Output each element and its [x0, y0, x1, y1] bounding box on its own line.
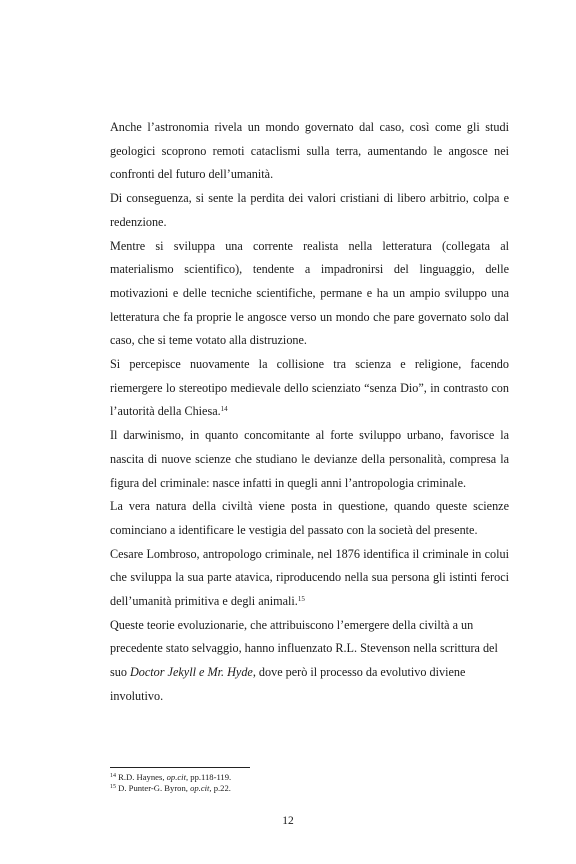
- footnote-number: 14: [110, 773, 116, 779]
- footnote-pages: , p.22.: [209, 783, 231, 793]
- paragraph-darwinismo: Il darwinismo, in quanto concomitante al forte sviluppo urbano, favorisce la nascita di nuove scienze che studiano le devianze della personalità, compresa la figura del criminale: nasce infatti in quegli anni l’antropologia criminale.: [110, 428, 509, 490]
- paragraph-civilta: La vera natura della civiltà viene posta in questione, quando queste scienze cominciano a identificare le vestigia del passato con la società del presente.: [110, 499, 509, 537]
- book-title: Doctor Jekyll e Mr. Hyde: [129, 665, 253, 680]
- paragraph-astronomia: Anche l’astronomia rivela un mondo governato dal caso, così come gli studi geologici scoprono remoti cataclismi sulla terra, aumentando le angosce nei confronti del futuro dell’umanità.: [110, 120, 509, 182]
- footnote-number: 15: [110, 784, 116, 790]
- paragraph-text: Si percepisce nuovamente la collisione tra scienza e religione, facendo riemergere lo stereotipo medievale dello scienziato “senza Dio”, in contrasto con l’autorità della Chiesa.: [110, 357, 509, 419]
- paragraph-text: Queste teorie evoluzionarie, che attribuiscono l’emergere della civiltà a un precedente stato selvaggio, hanno influenzato R.L. Stevenson nella scrittura del suo: [110, 617, 498, 680]
- paragraph-text: Cesare Lombroso, antropologo criminale, nel 1876 identifica il criminale in colui che sviluppa la sua parte atavica, riproducendo nella sua persona gli istinti feroci dell’umanità primitiva e degli animali.: [110, 546, 509, 609]
- paragraph-scienza-religione: [110, 353, 509, 424]
- footnote-reference[interactable]: 14: [220, 405, 228, 414]
- footnote-reference[interactable]: 15: [297, 595, 305, 604]
- page-number: 12: [282, 815, 294, 827]
- paragraph-realismo: Mentre si sviluppa una corrente realista nella letteratura (collegata al materialismo scientifico), tendente a impadronirsi del linguaggio, delle motivazioni e delle tecniche scientifiche, permane e ha un ampio sviluppo una letteratura che fa proprie le angosce verso un mondo che pare governato solo dal caso, che si teme votato alla distruzione.: [110, 238, 509, 348]
- body-text: [110, 116, 509, 709]
- footnote-separator: [110, 767, 250, 768]
- paragraph-text: , dove però il processo da evolutivo diviene involutivo.: [110, 665, 466, 703]
- paragraph-conseguenza: Di conseguenza, si sente la perdita dei valori cristiani di libero arbitrio, colpa e redenzione.: [110, 191, 509, 229]
- footnote-15: [110, 783, 509, 794]
- footnote-citation: op.cit: [190, 783, 210, 793]
- footnote-14: [110, 772, 509, 783]
- paragraph-lombroso: [110, 543, 509, 614]
- footnote-author: D. Punter-G. Byron,: [118, 783, 191, 793]
- footnote-author: R.D. Haynes,: [118, 772, 167, 782]
- paragraph-stevenson: [110, 614, 509, 709]
- footnote-citation: op.cit: [166, 772, 186, 782]
- footnotes: [110, 772, 509, 794]
- footnote-pages: , pp.118-119.: [185, 772, 232, 782]
